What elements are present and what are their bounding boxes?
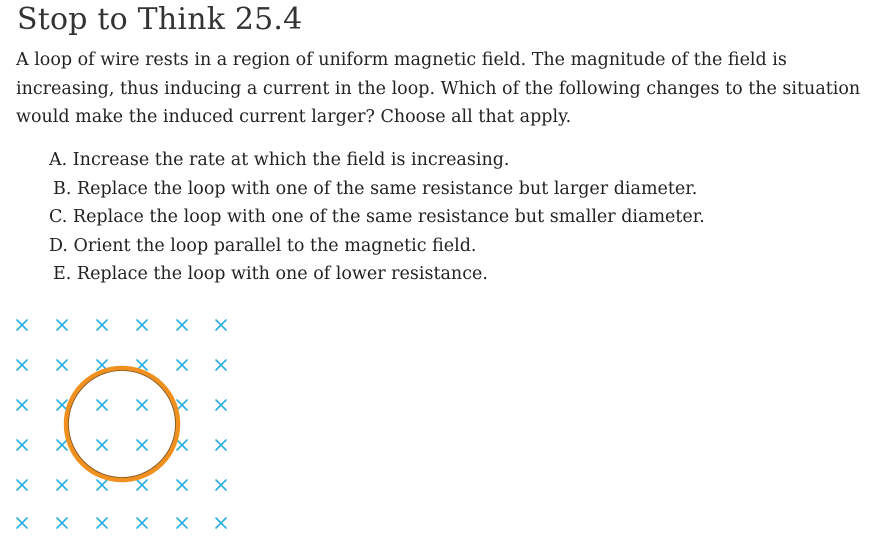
answer-options	[49, 146, 705, 289]
field-cross-icon	[177, 360, 187, 370]
field-cross-icon	[216, 480, 226, 490]
field-cross-icon	[177, 440, 187, 450]
field-cross-icon	[97, 400, 107, 410]
field-cross-icon	[97, 480, 107, 490]
field-cross-icon	[137, 400, 147, 410]
wire-loop	[66, 368, 178, 480]
field-cross-icon	[17, 480, 27, 490]
field-cross-icon	[57, 400, 67, 410]
field-cross-icon	[57, 518, 67, 528]
option-a: A. Increase the rate at which the field is increasing.	[49, 150, 510, 170]
field-cross-icon	[216, 400, 226, 410]
magnetic-field-figure	[0, 300, 260, 547]
field-cross-icon	[137, 440, 147, 450]
field-cross-icon	[216, 518, 226, 528]
field-cross-icon	[57, 360, 67, 370]
option-b: B. Replace the loop with one of the same resistance but larger diameter.	[53, 178, 698, 199]
wire-loop-edge	[69, 371, 176, 478]
field-cross-icon	[216, 360, 226, 370]
question-text: A loop of wire rests in a region of uniform magnetic field. The magnitude of the field is increasing, thus inducing a current in the loop. Which of the following changes to the situation would make the induced current larger? Choose all that apply.	[16, 50, 861, 127]
field-cross-icon	[177, 320, 187, 330]
option-c: C. Replace the loop with one of the same resistance but smaller diameter.	[49, 207, 705, 227]
field-cross-icon	[216, 320, 226, 330]
field-cross-icon	[177, 480, 187, 490]
field-cross-icon	[177, 400, 187, 410]
field-cross-icon	[17, 518, 27, 528]
field-cross-icon	[216, 440, 226, 450]
option-e: E. Replace the loop with one of lower resistance.	[53, 264, 488, 284]
field-cross-icon	[137, 480, 147, 490]
field-cross-icon	[137, 518, 147, 528]
field-cross-icon	[97, 518, 107, 528]
option-d: D. Orient the loop parallel to the magnetic field.	[49, 235, 477, 256]
field-grid	[17, 320, 226, 528]
field-cross-icon	[17, 400, 27, 410]
field-cross-icon	[17, 360, 27, 370]
field-cross-icon	[177, 518, 187, 528]
page-title: Stop to Think 25.4	[17, 2, 303, 37]
field-cross-icon	[97, 440, 107, 450]
field-cross-icon	[97, 320, 107, 330]
field-cross-icon	[57, 320, 67, 330]
field-cross-icon	[137, 320, 147, 330]
field-cross-icon	[57, 480, 67, 490]
field-cross-icon	[17, 440, 27, 450]
field-cross-icon	[57, 440, 67, 450]
field-cross-icon	[17, 320, 27, 330]
